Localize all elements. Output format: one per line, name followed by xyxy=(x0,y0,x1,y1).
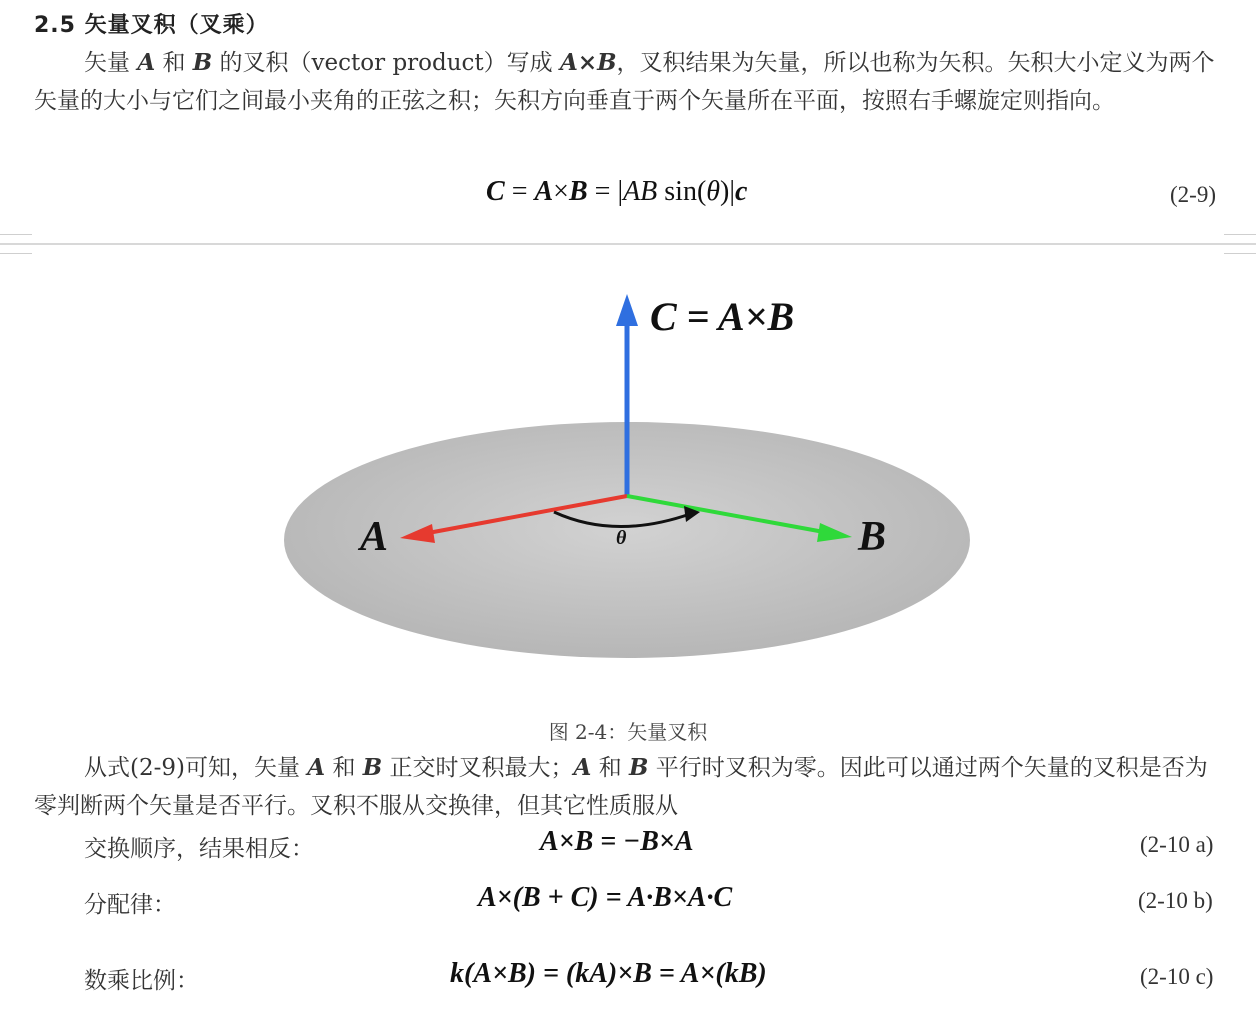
property-label-scalar: 数乘比例： xyxy=(84,968,199,994)
equation-2-9: C = A×B = |AB sin(θ)|c xyxy=(486,176,748,207)
label-b: B xyxy=(858,514,887,560)
property-formula-scalar: k(A×B) = (kA)×B = A×(kB) xyxy=(450,958,767,989)
property-formula-distributive: A×(B + C) = A·B×A·C xyxy=(478,882,733,913)
equation-2-10a-number: (2-10 a) xyxy=(1140,832,1214,857)
cross-product-figure xyxy=(0,250,1256,710)
equation-2-10c-number: (2-10 c) xyxy=(1140,964,1214,989)
property-label-anticommutative: 交换顺序，结果相反： xyxy=(84,836,314,862)
label-c: C = A×B xyxy=(650,294,795,339)
figure-caption: 图 2-4：矢量叉积 xyxy=(548,720,708,744)
equation-2-10b-number: (2-10 b) xyxy=(1138,888,1213,913)
after-paragraph: 从式(2-9)可知，矢量 A 和 B 正交时叉积最大；A 和 B 平行时叉积为零。因此可以通过两个矢量的叉积是否为零判断两个矢量是否平行。叉积不服从交换律，但其它性质服从 xyxy=(34,754,1208,819)
label-theta: θ xyxy=(616,527,627,549)
property-formula-anticommutative: A×B = −B×A xyxy=(540,826,694,857)
page-break-divider xyxy=(0,243,1256,245)
section-heading: 2.5 矢量叉积（叉乘） xyxy=(34,13,269,38)
equation-2-9-number: (2-9) xyxy=(1170,182,1216,207)
property-label-distributive: 分配律： xyxy=(84,892,176,918)
intro-paragraph: 矢量 A 和 B 的叉积（vector product）写成 A×B，叉积结果为矢量，所以也称为矢积。矢积大小定义为两个矢量的大小与它们之间最小夹角的正弦之积；矢积方向垂直于两个矢量所在平面，按照右手螺旋定则指向。 xyxy=(34,49,1215,114)
label-a: A xyxy=(360,514,389,560)
